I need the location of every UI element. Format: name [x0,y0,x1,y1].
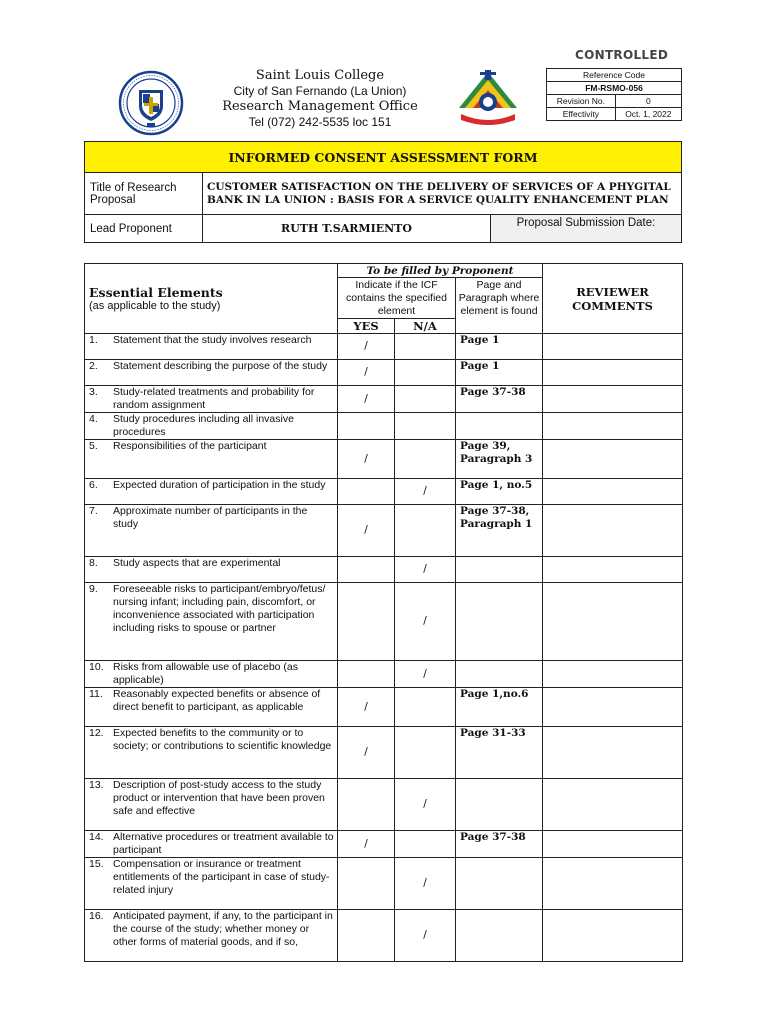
element-number: 4. [89,413,98,425]
submission-date-field[interactable] [491,215,682,243]
na-checkmark-cell[interactable] [395,440,456,479]
reviewer-comment-cell[interactable] [543,727,683,779]
element-description: Anticipated payment, if any, to the participant in the course of the study; whether money or other forms of material goods, and if so, [113,910,333,948]
yes-checkmark-cell[interactable]: / [338,831,395,858]
element-row [85,413,683,440]
element-description-cell [85,440,338,479]
element-description: Expected duration of participation in the study [113,479,326,491]
element-description-cell [85,386,338,413]
reviewer-comment-cell[interactable] [543,858,683,910]
na-checkmark-cell[interactable]: / [395,779,456,831]
yes-checkmark-cell[interactable] [338,583,395,661]
element-row [85,831,683,858]
reviewer-comment-cell[interactable] [543,831,683,858]
element-row [85,557,683,583]
element-description: Expected benefits to the community or to society; or contributions to scientific knowledge [113,727,332,752]
yes-checkmark-cell[interactable]: / [338,727,395,779]
element-row [85,386,683,413]
reference-code-value: FM-RSMO-056 [547,82,682,95]
reviewer-comment-cell[interactable] [543,583,683,661]
page-reference-cell[interactable]: Page 37-38 [456,386,543,413]
element-number: 14. [89,831,104,843]
reviewer-comment-cell[interactable] [543,334,683,360]
element-description: Study aspects that are experimental [113,557,281,569]
page-reference-cell[interactable]: Page 1 [456,334,543,360]
reviewer-comment-cell[interactable] [543,557,683,583]
element-description: Foreseeable risks to participant/embryo/fetus/ nursing infant; including pain, discomfort, or inconvenience associated with participation including risks to spouse or partner [113,583,326,634]
yes-checkmark-cell[interactable] [338,910,395,962]
controlled-stamp: CONTROLLED [575,48,669,62]
element-description: Statement describing the purpose of the study [113,360,328,372]
element-description-cell [85,688,338,727]
yes-checkmark-cell[interactable] [338,858,395,910]
yes-column-header: YES [338,319,395,334]
essential-elements-rows [85,334,683,962]
element-number: 3. [89,386,98,398]
reviewer-comment-cell[interactable] [543,779,683,831]
yes-checkmark-cell[interactable]: / [338,440,395,479]
reviewer-comments-header: REVIEWER COMMENTS [543,264,683,334]
college-seal-logo [118,70,184,136]
reference-code-table [546,68,682,121]
na-checkmark-cell[interactable] [395,386,456,413]
element-number: 10. [89,661,104,673]
revision-value: 0 [615,95,681,108]
proposal-title-value: CUSTOMER SATISFACTION ON THE DELIVERY OF SERVICES OF A PHYGITAL BANK IN LA UNION : BASIS FOR A SERVICE QUALITY ENHANCEMENT PLAN [203,173,682,215]
submission-date-label: Proposal Submission Date: [516,217,656,229]
lead-proponent-value: RUTH T.SARMIENTO [203,215,491,243]
element-description-cell [85,413,338,440]
element-description-cell [85,727,338,779]
element-number: 12. [89,727,104,739]
element-row [85,505,683,557]
element-description: Description of post-study access to the study product or intervention that have been proven safe and effective [113,779,325,817]
element-description-cell [85,831,338,858]
element-description-cell [85,583,338,661]
element-number: 2. [89,360,98,372]
na-checkmark-cell[interactable]: / [395,858,456,910]
na-checkmark-cell[interactable] [395,831,456,858]
office-telephone: Tel (072) 242-5535 loc 151 [248,115,392,129]
yes-checkmark-cell[interactable]: / [338,505,395,557]
page-reference-cell[interactable] [456,413,543,440]
page-reference-cell[interactable]: Page 31-33 [456,727,543,779]
na-checkmark-cell[interactable]: / [395,583,456,661]
element-description: Study procedures including all invasive procedures [113,413,294,438]
essential-elements-title: Essential Elements [89,285,223,300]
na-checkmark-cell[interactable]: / [395,557,456,583]
element-description-cell [85,910,338,962]
reviewer-comment-cell[interactable] [543,910,683,962]
element-description: Study-related treatments and probability for random assignment [113,386,315,411]
page-reference-cell[interactable]: Page 39, Paragraph 3 [456,440,543,479]
element-row [85,661,683,688]
element-number: 8. [89,557,98,569]
element-description: Risks from allowable use of placebo (as applicable) [113,661,299,686]
research-office-logo [455,68,521,128]
element-row [85,440,683,479]
element-description-cell [85,479,338,505]
element-description-cell [85,858,338,910]
reviewer-comment-cell[interactable] [543,688,683,727]
reviewer-comment-cell[interactable] [543,505,683,557]
page-reference-cell[interactable]: Page 1 [456,360,543,386]
element-description: Statement that the study involves research [113,334,312,346]
reviewer-comment-cell[interactable] [543,440,683,479]
element-number: 6. [89,479,98,491]
yes-checkmark-cell[interactable] [338,779,395,831]
page-reference-cell[interactable] [456,583,543,661]
page-reference-cell[interactable]: Page 1, no.5 [456,479,543,505]
page-reference-cell[interactable] [456,910,543,962]
indicate-element-header: Indicate if the ICF contains the specified element [338,278,456,319]
to-be-filled-header: To be filled by Proponent [338,264,543,278]
reviewer-comment-cell[interactable] [543,479,683,505]
college-city: City of San Fernando (La Union) [233,84,407,98]
element-row [85,688,683,727]
element-description: Reasonably expected benefits or absence of direct benefit to participant, as applicable [113,688,321,713]
revision-label: Revision No. [547,95,616,108]
na-checkmark-cell[interactable] [395,688,456,727]
element-description-cell [85,557,338,583]
na-checkmark-cell[interactable] [395,413,456,440]
element-description: Responsibilities of the participant [113,440,267,452]
element-row [85,858,683,910]
page-paragraph-header: Page and Paragraph where element is found [456,278,543,334]
element-row [85,779,683,831]
element-row [85,583,683,661]
yes-checkmark-cell[interactable]: / [338,386,395,413]
essential-elements-header [85,264,338,334]
essential-elements-table [84,263,683,962]
reviewer-comment-cell[interactable] [543,360,683,386]
element-number: 13. [89,779,104,791]
element-description-cell [85,661,338,688]
office-name: Research Management Office [222,99,418,114]
element-row [85,910,683,962]
element-number: 7. [89,505,98,517]
na-checkmark-cell[interactable] [395,727,456,779]
yes-checkmark-cell[interactable]: / [338,334,395,360]
college-name: Saint Louis College [255,68,385,83]
reviewer-comment-cell[interactable] [543,386,683,413]
yes-checkmark-cell[interactable] [338,661,395,688]
element-number: 11. [89,688,103,700]
element-row [85,727,683,779]
reviewer-comment-cell[interactable] [543,413,683,440]
element-description: Compensation or insurance or treatment entitlements of the participant in case of study-related injury [113,858,330,896]
na-checkmark-cell[interactable] [395,505,456,557]
reviewer-comment-cell[interactable] [543,661,683,688]
effectivity-label: Effectivity [547,108,616,121]
na-checkmark-cell[interactable] [395,360,456,386]
element-description-cell [85,360,338,386]
na-column-header: N/A [395,319,456,334]
element-row [85,360,683,386]
form-title: INFORMED CONSENT ASSESSMENT FORM [84,141,682,173]
na-checkmark-cell[interactable]: / [395,910,456,962]
na-checkmark-cell[interactable]: / [395,661,456,688]
lead-proponent-label: Lead Proponent [85,215,203,243]
element-description-cell [85,505,338,557]
element-number: 9. [89,583,98,595]
effectivity-value: Oct. 1, 2022 [615,108,681,121]
element-row [85,334,683,360]
element-number: 1. [89,334,98,346]
element-description: Alternative procedures or treatment available to participant [113,831,334,856]
element-number: 15. [89,858,104,870]
page-reference-cell[interactable] [456,858,543,910]
yes-checkmark-cell[interactable] [338,413,395,440]
page-reference-cell[interactable] [456,661,543,688]
element-description-cell [85,334,338,360]
na-checkmark-cell[interactable]: / [395,479,456,505]
yes-checkmark-cell[interactable] [338,557,395,583]
yes-checkmark-cell[interactable]: / [338,360,395,386]
na-checkmark-cell[interactable] [395,334,456,360]
institution-header [205,68,435,130]
element-description: Approximate number of participants in the study [113,505,308,530]
proposal-title-label: Title of Research Proposal [85,173,203,215]
element-description-cell [85,779,338,831]
element-row [85,479,683,505]
page-reference-cell[interactable] [456,557,543,583]
reference-code-label: Reference Code [547,69,682,82]
page-reference-cell[interactable]: Page 37-38 [456,831,543,858]
yes-checkmark-cell[interactable] [338,479,395,505]
essential-elements-subtitle: (as applicable to the study) [89,300,221,312]
page-reference-cell[interactable]: Page 37-38, Paragraph 1 [456,505,543,557]
yes-checkmark-cell[interactable]: / [338,688,395,727]
page-reference-cell[interactable]: Page 1,no.6 [456,688,543,727]
proposal-info-table [84,172,682,243]
element-number: 5. [89,440,98,452]
element-number: 16. [89,910,104,922]
page-reference-cell[interactable] [456,779,543,831]
